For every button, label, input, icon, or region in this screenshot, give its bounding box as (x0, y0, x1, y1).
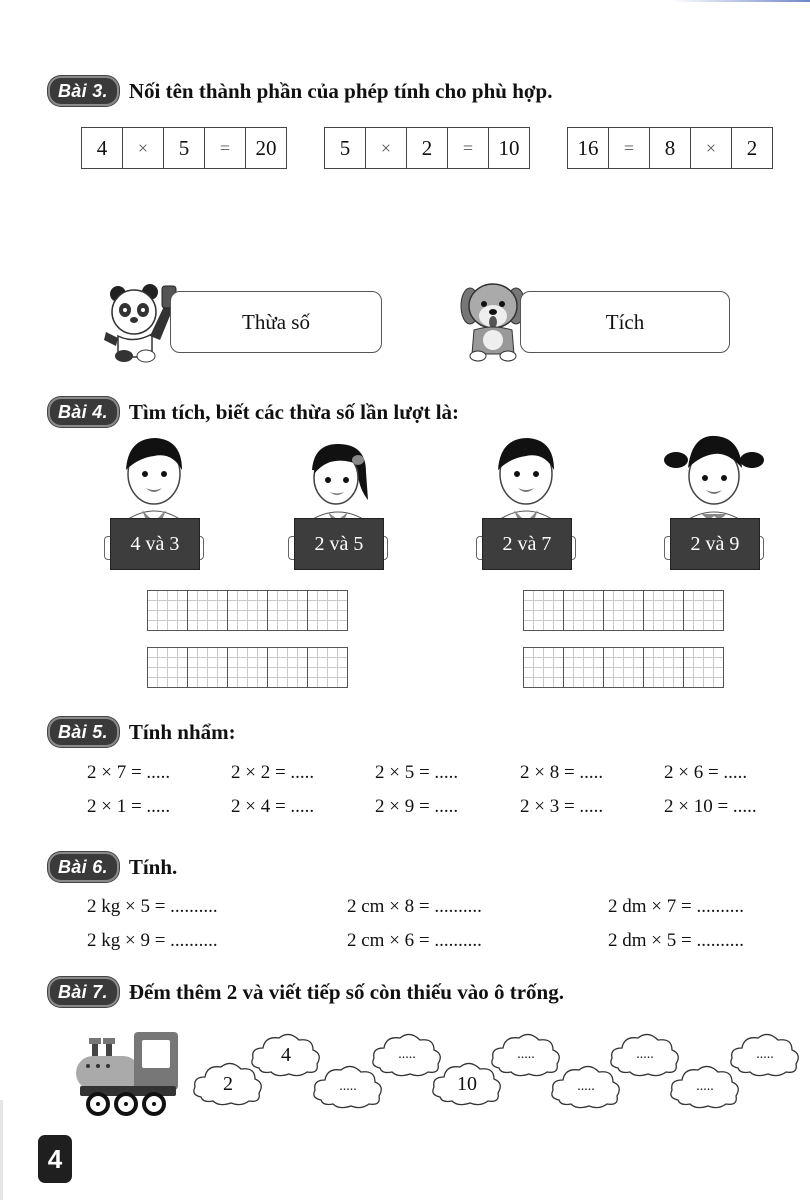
calc-item[interactable]: 2 × 10 = ..... (664, 796, 757, 817)
factor-sign: 2 và 7 (482, 518, 572, 570)
cloud-text: ..... (696, 1079, 714, 1094)
exercise-6-heading (48, 852, 177, 882)
page-edge (0, 1100, 3, 1200)
equation-cell[interactable]: 5 (164, 128, 205, 168)
equation-box-2 (324, 127, 530, 169)
exercise-badge: Bài 3. (48, 76, 119, 106)
equation-cell[interactable]: = (205, 128, 246, 168)
cloud-text: ..... (398, 1047, 416, 1062)
calc-item[interactable]: 2 cm × 6 = .......... (347, 930, 482, 951)
answer-grid[interactable] (523, 647, 724, 688)
equation-cell[interactable]: 8 (650, 128, 691, 168)
page-number-badge: 4 (38, 1135, 72, 1183)
equation-cell[interactable]: 5 (325, 128, 366, 168)
boy-holding-sign (102, 430, 206, 570)
answer-grid[interactable] (523, 590, 724, 631)
factor-sign: 2 và 5 (294, 518, 384, 570)
equation-cell[interactable]: × (123, 128, 164, 168)
term-label: Thừa số (242, 309, 310, 334)
cloud-text: ..... (756, 1047, 774, 1062)
calc-item[interactable]: 2 dm × 5 = .......... (608, 930, 744, 951)
equation-box-1 (81, 127, 287, 169)
exercise-3-heading (48, 76, 552, 106)
cloud-text: ..... (517, 1047, 535, 1062)
girl-holding-sign (286, 430, 390, 570)
panda-illustration (100, 280, 180, 364)
calc-item[interactable]: 2 × 4 = ..... (231, 796, 315, 817)
cloud-blank[interactable] (728, 1032, 802, 1078)
calc-item[interactable]: 2 × 5 = ..... (375, 762, 459, 783)
equation-cell[interactable]: 4 (82, 128, 123, 168)
equation-cell[interactable]: × (691, 128, 732, 168)
cloud-text: 2 (223, 1072, 233, 1095)
calc-item[interactable]: 2 kg × 9 = .......... (87, 930, 218, 951)
term-label: Tích (605, 309, 645, 334)
calc-item[interactable]: 2 cm × 8 = .......... (347, 896, 482, 917)
exercise-title: Tìm tích, biết các thừa số lần lượt là: (128, 399, 460, 424)
calc-item[interactable]: 2 × 2 = ..... (231, 762, 315, 783)
answer-grid[interactable] (147, 647, 348, 688)
exercise-badge: Bài 7. (48, 977, 119, 1007)
exercise-4-heading (48, 397, 459, 427)
equation-cell[interactable]: = (448, 128, 489, 168)
calc-item[interactable]: 2 × 7 = ..... (87, 762, 171, 783)
calc-item[interactable]: 2 kg × 5 = .......... (87, 896, 218, 917)
cloud-text: ..... (577, 1079, 595, 1094)
calc-item[interactable]: 2 × 8 = ..... (520, 762, 604, 783)
calc-item[interactable]: 2 × 3 = ..... (520, 796, 604, 817)
calc-item[interactable]: 2 × 9 = ..... (375, 796, 459, 817)
equation-cell[interactable]: = (609, 128, 650, 168)
exercise-badge: Bài 6. (48, 852, 119, 882)
term-box-thua-so[interactable] (170, 291, 382, 353)
equation-cell[interactable]: 10 (498, 135, 520, 160)
term-box-tich[interactable] (520, 291, 730, 353)
equation-box-3 (567, 127, 773, 169)
cloud-text: 4 (281, 1043, 291, 1066)
top-edge-line (670, 0, 810, 2)
exercise-7-heading (48, 977, 564, 1007)
factor-sign: 4 và 3 (110, 518, 200, 570)
equation-cell[interactable]: 16 (568, 128, 609, 168)
calc-item[interactable]: 2 × 6 = ..... (664, 762, 748, 783)
calc-item[interactable]: 2 dm × 7 = .......... (608, 896, 744, 917)
exercise-title: Nối tên thành phần của phép tính cho phù hợp. (128, 78, 553, 103)
girl-holding-sign (662, 430, 766, 570)
cloud-text: ..... (636, 1047, 654, 1062)
exercise-badge: Bài 5. (48, 717, 119, 747)
equation-cell[interactable]: 2 (407, 128, 448, 168)
exercise-title: Tính. (128, 854, 178, 879)
exercise-5-heading (48, 717, 236, 747)
calc-item[interactable]: 2 × 1 = ..... (87, 796, 171, 817)
cloud-text: 10 (457, 1072, 477, 1095)
exercise-badge: Bài 4. (48, 397, 119, 427)
cloud-text: ..... (339, 1079, 357, 1094)
answer-grid[interactable] (147, 590, 348, 631)
factor-sign: 2 và 9 (670, 518, 760, 570)
puppy-illustration (458, 278, 528, 362)
equation-cell[interactable]: 2 (746, 135, 758, 160)
exercise-title: Tính nhẩm: (128, 719, 236, 744)
equation-cell[interactable]: 20 (255, 135, 277, 160)
boy-holding-sign (474, 430, 578, 570)
equation-cell[interactable]: × (366, 128, 407, 168)
exercise-title: Đếm thêm 2 và viết tiếp số còn thiếu vào ô trống. (128, 979, 564, 1004)
train-illustration (74, 1030, 180, 1116)
